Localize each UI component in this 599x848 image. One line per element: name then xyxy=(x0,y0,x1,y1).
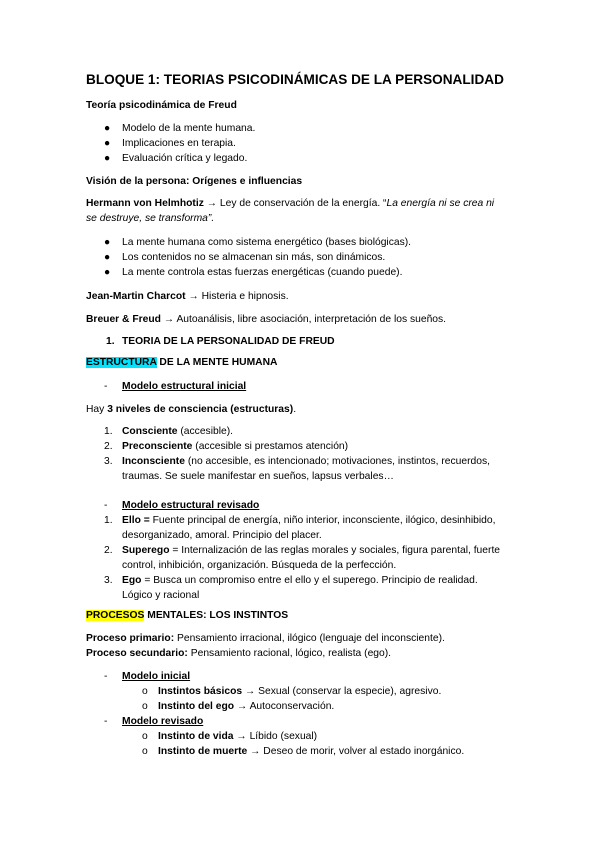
sub-bullet-icon: o xyxy=(142,701,148,712)
levels-intro: Hay 3 niveles de consciencia (estructuras). xyxy=(86,404,297,415)
arrow-icon: → xyxy=(188,291,199,302)
arrow-icon: → xyxy=(206,198,218,209)
procesos-heading: PROCESOS MENTALES: LOS INSTINTOS xyxy=(86,610,289,621)
list-number: 1. xyxy=(104,426,113,437)
helmholtz-quote: La energía ni se crea ni xyxy=(386,198,495,209)
list-item: Instinto de vida → Líbido (sexual) xyxy=(158,731,318,742)
sub-bullet-icon: o xyxy=(142,731,148,742)
section-number: 1. xyxy=(106,336,115,347)
charcot-name: Jean-Martin Charcot xyxy=(86,291,186,302)
list-item: La mente controla estas fuerzas energéticas (cuando puede). xyxy=(122,267,403,278)
list-item-cont: control, inhibición, organización. Búsqueda de la perfección. xyxy=(122,560,397,571)
bullet-icon: ● xyxy=(104,237,111,248)
list-item: Instintos básicos → Sexual (conservar la especie), agresivo. xyxy=(158,686,442,697)
dash-marker: - xyxy=(104,500,108,511)
list-item-cont: Lógico y racional xyxy=(122,590,200,601)
list-item: La mente humana como sistema energético (bases biológicas). xyxy=(122,237,412,248)
bullet-icon: ● xyxy=(104,252,111,263)
model-initial-heading: Modelo inicial xyxy=(122,671,191,682)
breuer-line xyxy=(86,313,446,327)
charcot-line xyxy=(86,290,289,304)
list-item: Implicaciones en terapia. xyxy=(122,138,236,149)
sub-bullet-icon: o xyxy=(142,686,148,697)
primary-process: Proceso primario: Pensamiento irracional, ilógico (lenguaje del inconsciente). xyxy=(86,633,445,644)
list-item: Superego = Internalización de las reglas morales y sociales, figura parental, fuerte xyxy=(122,545,501,556)
list-number: 2. xyxy=(104,441,113,452)
list-item: Ello = Fuente principal de energía, niño interior, inconsciente, ilógico, desinhibido, xyxy=(122,515,496,526)
secondary-process: Proceso secundario: Pensamiento racional, lógico, realista (ego). xyxy=(86,648,392,659)
bullet-icon: ● xyxy=(104,267,111,278)
list-number: 3. xyxy=(104,456,113,467)
breuer-text: Autoanálisis, libre asociación, interpretación de los sueños. xyxy=(176,314,447,325)
list-item: Consciente (accesible). xyxy=(122,426,234,437)
bullet-icon: ● xyxy=(104,153,111,164)
list-item-cont: desorganizado, amoral. Principio del placer. xyxy=(122,530,322,541)
model-revised-heading: Modelo revisado xyxy=(122,716,204,727)
list-item: Evaluación crítica y legado. xyxy=(122,153,248,164)
arrow-icon: → xyxy=(236,701,248,712)
list-number: 3. xyxy=(104,575,113,586)
list-item-cont: traumas. Se suele manifestar en sueños, lapsus verbales… xyxy=(122,471,394,482)
list-item: Instinto de muerte → Deseo de morir, volver al estado inorgánico. xyxy=(158,746,465,757)
page-title: BLOQUE 1: TEORIAS PSICODINÁMICAS DE LA PERSONALIDAD xyxy=(86,72,504,87)
breuer-name: Breuer & Freud xyxy=(86,314,161,325)
list-item: Inconsciente (no accesible, es intencionado; motivaciones, instintos, recuerdos, xyxy=(122,456,491,467)
dash-marker: - xyxy=(104,381,108,392)
freud-theory-heading: Teoría psicodinámica de Freud xyxy=(86,100,237,111)
list-item: Ego = Busca un compromiso entre el ello y el superego. Principio de realidad. xyxy=(122,575,478,586)
helmholtz-quote-cont: se destruye, se transforma”. xyxy=(86,213,215,224)
estructura-heading: ESTRUCTURA DE LA MENTE HUMANA xyxy=(86,357,278,368)
vision-heading: Visión de la persona: Orígenes e influencias xyxy=(86,176,303,187)
charcot-text: Histeria e hipnosis. xyxy=(201,291,289,302)
highlight: PROCESOS xyxy=(86,610,145,621)
model-revised-heading: Modelo estructural revisado xyxy=(122,500,260,511)
arrow-icon: → xyxy=(163,314,175,325)
helmholtz-line xyxy=(86,197,494,211)
arrow-icon: → xyxy=(236,731,247,742)
list-number: 1. xyxy=(104,515,113,526)
list-item: Los contenidos no se almacenan sin más, son dinámicos. xyxy=(122,252,386,263)
sub-bullet-icon: o xyxy=(142,746,148,757)
list-number: 2. xyxy=(104,545,113,556)
dash-marker: - xyxy=(104,671,108,682)
arrow-icon: → xyxy=(245,686,256,697)
model-initial-heading: Modelo estructural inicial xyxy=(122,381,247,392)
arrow-icon: → xyxy=(250,746,261,757)
bullet-icon: ● xyxy=(104,138,111,149)
helmholtz-name: Hermann von Helmhotiz xyxy=(86,198,204,209)
bullet-icon: ● xyxy=(104,123,111,134)
dash-marker: - xyxy=(104,716,108,727)
list-item: Instinto del ego → Autoconservación. xyxy=(158,701,335,712)
section-heading: TEORIA DE LA PERSONALIDAD DE FREUD xyxy=(122,336,335,347)
highlight: ESTRUCTURA xyxy=(86,357,157,368)
helmholtz-text: Ley de conservación de la energía. “ xyxy=(219,198,387,209)
list-item: Modelo de la mente humana. xyxy=(122,123,256,134)
list-item: Preconsciente (accesible si prestamos atención) xyxy=(122,441,349,452)
